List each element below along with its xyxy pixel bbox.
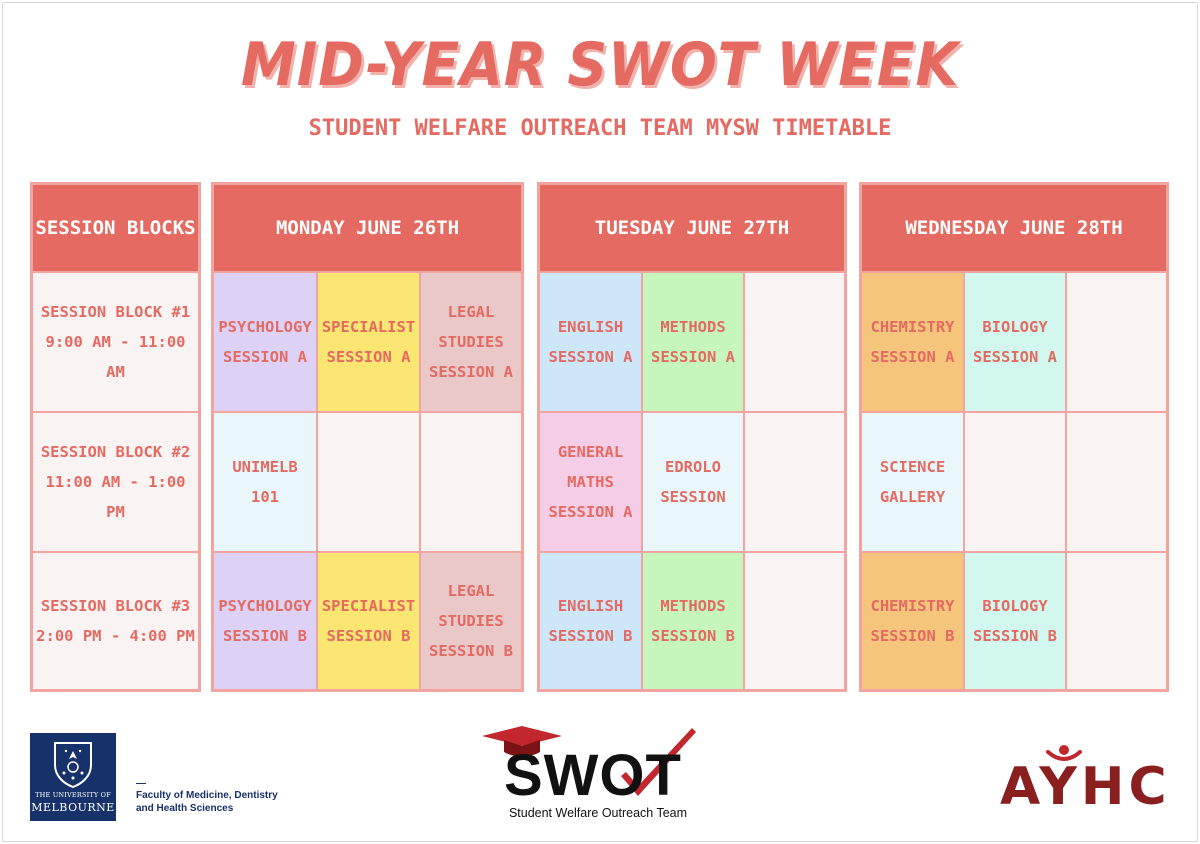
session-cell: ENGLISH SESSION B bbox=[540, 553, 643, 689]
session-cell: BIOLOGY SESSION B bbox=[965, 553, 1067, 689]
day-panel-tuesday bbox=[537, 182, 847, 692]
session-cell: PSYCHOLOGY SESSION B bbox=[214, 553, 318, 689]
session-cell: GENERAL MATHS SESSION A bbox=[540, 413, 643, 553]
session-cell bbox=[965, 413, 1067, 553]
person-figure-icon bbox=[1044, 744, 1084, 764]
session-cell: METHODS SESSION A bbox=[643, 273, 745, 413]
session-cell: BIOLOGY SESSION A bbox=[965, 273, 1067, 413]
session-cell: EDROLO SESSION bbox=[643, 413, 745, 553]
university-of-melbourne-logo bbox=[30, 733, 116, 821]
session-cell bbox=[1067, 413, 1166, 553]
session-cell: LEGAL STUDIES SESSION B bbox=[421, 553, 521, 689]
university-line1: THE UNIVERSITY OF bbox=[35, 791, 111, 799]
swot-tagline: Student Welfare Outreach Team bbox=[508, 806, 688, 820]
session-cell: UNIMELB 101 bbox=[214, 413, 318, 553]
day-panel-wednesday bbox=[859, 182, 1169, 692]
session-cell: ENGLISH SESSION A bbox=[540, 273, 643, 413]
ayhc-logo: AYHC bbox=[1000, 757, 1171, 817]
session-cell bbox=[745, 273, 844, 413]
session-block-1: SESSION BLOCK #1 9:00 AM - 11:00 AM bbox=[33, 273, 198, 413]
faculty-dash bbox=[136, 783, 146, 784]
session-cell: METHODS SESSION B bbox=[643, 553, 745, 689]
swot-logo bbox=[478, 722, 718, 832]
session-block-3: SESSION BLOCK #3 2:00 PM - 4:00 PM bbox=[36, 597, 195, 645]
day-panel-monday bbox=[211, 182, 524, 692]
university-line2: MELBOURNE bbox=[31, 801, 115, 814]
session-cell: LEGAL STUDIES SESSION A bbox=[421, 273, 521, 413]
session-cell bbox=[421, 413, 521, 553]
day-heading-tuesday: TUESDAY JUNE 27TH bbox=[540, 185, 844, 271]
faculty-name: Faculty of Medicine, Dentistry and Health Sciences bbox=[136, 790, 278, 814]
university-shield-icon bbox=[51, 739, 95, 789]
session-blocks-panel bbox=[30, 182, 201, 692]
session-cell bbox=[318, 413, 421, 553]
session-cell bbox=[745, 413, 844, 553]
session-cell bbox=[1067, 553, 1166, 689]
page-subtitle: STUDENT WELFARE OUTREACH TEAM MYSW TIMETABLE bbox=[308, 116, 892, 141]
session-cell: PSYCHOLOGY SESSION A bbox=[214, 273, 318, 413]
session-cell: SCIENCE GALLERY bbox=[862, 413, 965, 553]
session-blocks-heading: SESSION BLOCKS bbox=[33, 185, 198, 271]
day-heading-monday: MONDAY JUNE 26TH bbox=[214, 185, 521, 271]
swot-wordmark: SWOT bbox=[504, 743, 682, 808]
session-cell: SPECIALIST SESSION B bbox=[318, 553, 421, 689]
session-cell: CHEMISTRY SESSION B bbox=[862, 553, 965, 689]
page-title: MID-YEAR SWOT WEEK bbox=[240, 30, 960, 100]
session-cell: SPECIALIST SESSION A bbox=[318, 273, 421, 413]
day-heading-wednesday: WEDNESDAY JUNE 28TH bbox=[862, 185, 1166, 271]
session-block-2: SESSION BLOCK #2 11:00 AM - 1:00 PM bbox=[33, 413, 198, 553]
session-cell: CHEMISTRY SESSION A bbox=[862, 273, 965, 413]
session-cell bbox=[745, 553, 844, 689]
session-cell bbox=[1067, 273, 1166, 413]
